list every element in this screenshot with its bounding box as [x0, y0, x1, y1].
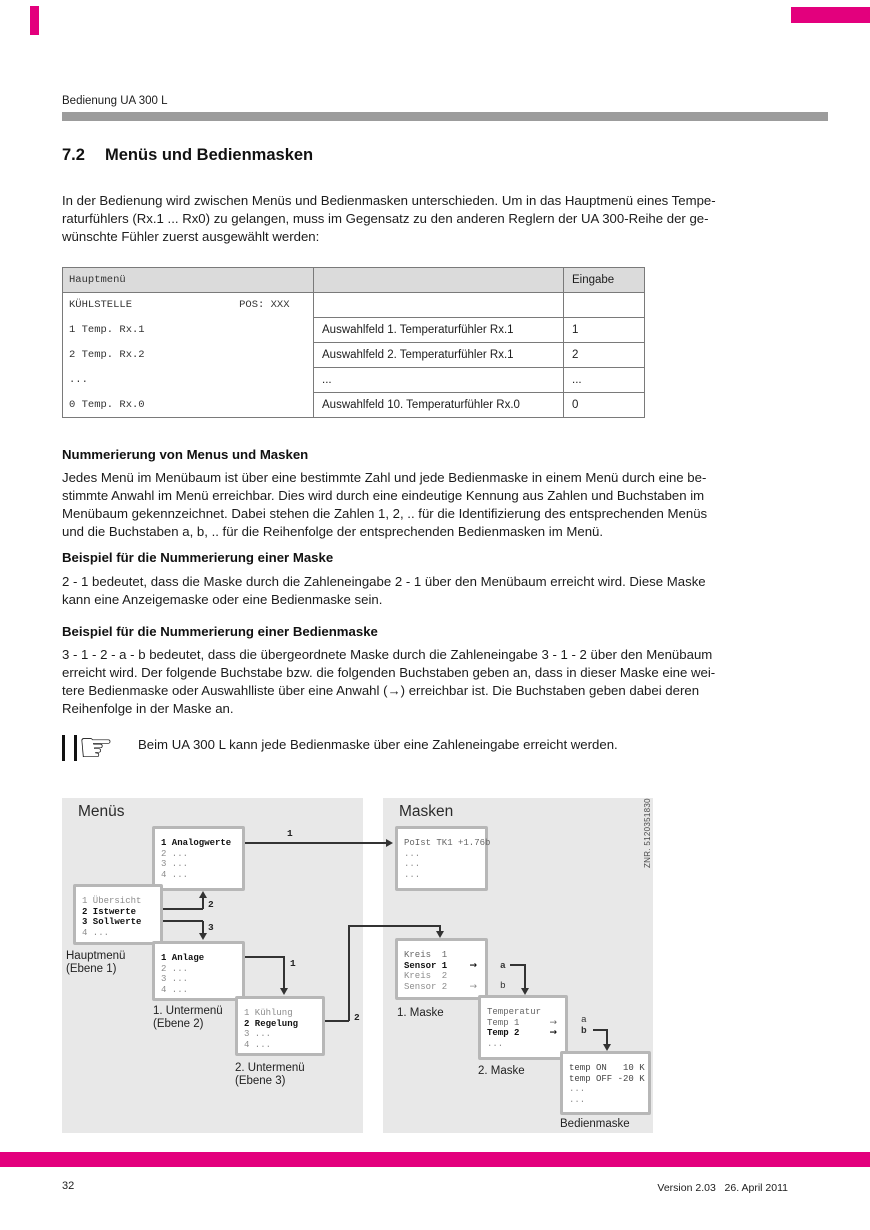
input-cell: ... [564, 368, 645, 393]
mask-item: Kreis 2 [404, 971, 448, 981]
menu-box-anlage [152, 941, 245, 1001]
connector-line [325, 1020, 349, 1022]
arrow-head-down [436, 931, 444, 938]
mask-line: ... [404, 869, 421, 880]
untermenu2-label [235, 1062, 305, 1088]
menu-item: 1 Anlage [161, 953, 205, 963]
connector-label-1: 1 [287, 828, 293, 839]
connector-line [348, 925, 440, 927]
numbering-paragraph [62, 469, 707, 541]
label-line: (Ebene 2) [153, 1018, 204, 1030]
table-row [63, 343, 645, 368]
table-row [63, 318, 645, 343]
znr-number: ZNR. 5120351830 [643, 798, 652, 868]
mask-item: Temperatur [487, 1007, 542, 1017]
maske1-label: 1. Maske [397, 1007, 444, 1019]
arrow-head-down [521, 988, 529, 995]
bedienmaske-label: Bedienmaske [560, 1118, 630, 1130]
menu-item: 4 ... [244, 1039, 272, 1050]
connector-line [524, 964, 526, 989]
menu-item: 1 Analogwerte [161, 838, 232, 848]
arrow-head-right [386, 839, 393, 847]
mask-box-bedienmaske [560, 1051, 651, 1115]
branch-letter-b: b [581, 1025, 587, 1036]
branch-letter-b: b [500, 980, 506, 991]
connector-label-1: 1 [290, 958, 296, 969]
label-line: (Ebene 3) [235, 1075, 286, 1087]
right-arrow-icon: → [549, 1028, 557, 1038]
mask-box-temperatur [478, 995, 568, 1060]
paragraph-line: 3 - 1 - 2 - a - b bedeutet, dass die übergeordnete Maske durch die Zahleneingabe 3 - 1 - 2 über den Menübaum [62, 647, 713, 662]
mask-line [404, 961, 485, 972]
menus-panel-title: Menüs [78, 803, 125, 820]
mask-line [487, 1028, 565, 1039]
column-header-empty [314, 268, 564, 293]
menu-box-regelung [235, 996, 325, 1056]
paragraph-line: Reihenfolge in der Maske an. [62, 701, 234, 716]
menu-item: 4 ... [161, 984, 189, 995]
header-rule [62, 112, 828, 121]
footer-bar [0, 1152, 870, 1167]
connector-line [593, 1029, 607, 1031]
table-row [63, 293, 645, 318]
mask-line: PoIst TK1 +1.76b [404, 838, 491, 848]
magenta-bar-top-right [791, 7, 870, 23]
note-pointer [62, 725, 114, 771]
menu-cell: 0 Temp. Rx.0 [69, 398, 145, 411]
menu-cell: 1 Temp. Rx.1 [69, 324, 145, 336]
intro-paragraph [62, 192, 716, 246]
connector-line [510, 964, 525, 966]
menu-item: 2 ... [161, 963, 189, 974]
section-heading [62, 146, 313, 165]
connector-line [163, 908, 203, 910]
mask-line: ... [404, 859, 421, 869]
paragraph-line: Jedes Menü im Menübaum ist über eine bestimmte Zahl und jede Bedienmaske in einem Menü durch eine be- [62, 470, 707, 485]
mask-line [404, 950, 485, 961]
column-header-eingabe: Eingabe [564, 268, 645, 293]
connector-line [245, 956, 284, 958]
connector-label-2: 2 [354, 1012, 360, 1023]
paragraph-line: wünschte Fühler zuerst ausgewählt werden: [62, 229, 320, 244]
mask-line [404, 982, 485, 993]
menu-item: 2 ... [161, 848, 189, 859]
right-arrow-icon: → [469, 960, 477, 971]
label-line: 2. Untermenü [235, 1062, 305, 1074]
menu-box-analogwerte [152, 826, 245, 891]
example-opmask-paragraph [62, 646, 715, 718]
paragraph-line: tere Bedienmaske oder Auswahlliste über eine Anwahl (→) erreichbar ist. Die Buchstaben geben dabei deren [62, 683, 700, 698]
branch-letter-a: a [500, 960, 506, 971]
menu-item: 2 Istwerte [82, 906, 137, 917]
page-number: 32 [62, 1180, 75, 1192]
untermenu1-label [153, 1005, 223, 1031]
connector-line [163, 920, 203, 922]
menu-box-hauptmenu [73, 884, 163, 945]
menu-cell: 2 Temp. Rx.2 [69, 349, 145, 361]
mask-line: ... [404, 848, 421, 859]
mask-line: ... [569, 1084, 586, 1094]
masken-panel-title: Masken [399, 803, 454, 820]
connector-line [202, 898, 204, 909]
menu-item: 2 Regelung [244, 1018, 299, 1029]
note-text: Beim UA 300 L kann jede Bedienmaske über eine Zahleneingabe erreicht werden. [138, 737, 618, 752]
hauptmenu-label [66, 950, 125, 976]
mask-line [487, 1007, 565, 1018]
mask-line [487, 1018, 565, 1029]
menu-item: 3 Sollwerte [82, 917, 142, 927]
paragraph-line: stimmte Anwahl im Menü erreichbar. Dies wird durch eine eindeutige Kennung aus Zahlen und Buchstaben im [62, 488, 705, 503]
mask-item: Temp 1 [487, 1017, 520, 1028]
paragraph-line: und die Buchstaben a, b, .. für die Reihenfolge der entsprechenden Bedienmasken im Menü. [62, 524, 604, 539]
table-header-row [63, 268, 645, 293]
section-number: 7.2 [62, 146, 85, 164]
description-cell: ... [314, 368, 564, 393]
table-row [63, 393, 645, 418]
input-cell: 0 [564, 393, 645, 418]
menu-selection-table [62, 267, 645, 418]
connector-line [245, 842, 387, 844]
mask-line [487, 1039, 565, 1050]
menu-item: 3 ... [161, 974, 189, 984]
menu-cell: ... [69, 374, 88, 386]
example-opmask-heading: Beispiel für die Nummerierung einer Bedienmaske [62, 624, 378, 639]
numbering-heading: Nummerierung von Menus und Masken [62, 447, 309, 462]
label-line: 1. Untermenü [153, 1005, 223, 1017]
mask-line: ... [569, 1094, 586, 1105]
mask-box-kreis [395, 938, 488, 1000]
connector-label-2: 2 [208, 899, 214, 910]
description-cell: Auswahlfeld 10. Temperaturfühler Rx.0 [314, 393, 564, 418]
label-line: (Ebene 1) [66, 963, 117, 975]
running-header: Bedienung UA 300 L [62, 95, 168, 107]
menu-item: 3 ... [244, 1029, 272, 1039]
table-row [63, 368, 645, 393]
mask-line: temp OFF -20 K [569, 1073, 645, 1084]
menu-item: 4 ... [82, 927, 110, 938]
arrow-head-down [280, 988, 288, 995]
mask-item: ... [487, 1038, 504, 1049]
arrow-head-down [603, 1044, 611, 1051]
paragraph-line: kann eine Anzeigemaske oder eine Bedienmaske sein. [62, 592, 383, 607]
description-cell: Auswahlfeld 2. Temperaturfühler Rx.1 [314, 343, 564, 368]
mask-line [404, 971, 485, 982]
connector-line [606, 1029, 608, 1045]
paragraph-line: erreicht wird. Der folgende Buchstabe bzw. die folgenden Buchstaben geben an, dass in dieser Maske eine wei- [62, 665, 716, 680]
menu-item: 3 ... [161, 859, 189, 869]
mask-box-poist [395, 826, 491, 891]
manicule-bars [62, 735, 77, 761]
mask-item: Sensor 1 [404, 960, 448, 971]
mask-item: Sensor 2 [404, 981, 448, 992]
menu-cell: KÜHLSTELLE POS: XXX [69, 299, 290, 312]
arrow-head-up [199, 891, 207, 898]
paragraph-line: 2 - 1 bedeutet, dass die Maske durch die Zahleneingabe 2 - 1 über den Menübaum erreicht wird. Diese Maske [62, 574, 706, 589]
mask-line: temp ON 10 K [569, 1063, 645, 1073]
connector-line [283, 956, 285, 989]
input-cell: 2 [564, 343, 645, 368]
description-cell: Auswahlfeld 1. Temperaturfühler Rx.1 [314, 318, 564, 343]
maske2-label: 2. Maske [478, 1065, 525, 1077]
menu-item: 1 Übersicht [82, 896, 142, 906]
manicule-icon: ☞ [78, 725, 114, 771]
input-cell [564, 293, 645, 318]
paragraph-line: In der Bedienung wird zwischen Menüs und Bedienmasken unterschieden. Um in das Hauptmenü eines Tempe- [62, 193, 716, 208]
connector-line [348, 925, 350, 1021]
column-header-hauptmenu: Hauptmenü [63, 268, 314, 293]
description-cell [314, 293, 564, 318]
mask-item: Kreis 1 [404, 950, 448, 960]
paragraph-line: Menübaum gekennzeichnet. Dabei stehen die Zahlen 1, 2, .. für die Identifizierung des entsprechenden Menüs [62, 506, 708, 521]
label-line: Hauptmenü [66, 950, 126, 962]
menu-item: 1 Kühlung [244, 1008, 293, 1018]
branch-letter-a: a [581, 1014, 587, 1025]
connector-label-3: 3 [208, 922, 214, 933]
menu-item: 4 ... [161, 869, 189, 880]
right-arrow-icon: → [549, 1017, 557, 1028]
right-arrow-icon: → [469, 981, 477, 992]
mask-item: Temp 2 [487, 1028, 520, 1038]
section-title: Menüs und Bedienmasken [105, 146, 314, 164]
version-text: Version 2.03 26. April 2011 [657, 1182, 788, 1194]
example-mask-heading: Beispiel für die Nummerierung einer Maske [62, 550, 334, 565]
paragraph-line: raturfühlers (Rx.1 ... Rx0) zu gelangen, muss im Gegensatz zu den anderen Reglern der UA 300-Reihe der ge- [62, 211, 709, 226]
arrow-head-down [199, 933, 207, 940]
input-cell: 1 [564, 318, 645, 343]
magenta-mark-top-left [30, 6, 39, 35]
example-mask-paragraph [62, 573, 706, 609]
